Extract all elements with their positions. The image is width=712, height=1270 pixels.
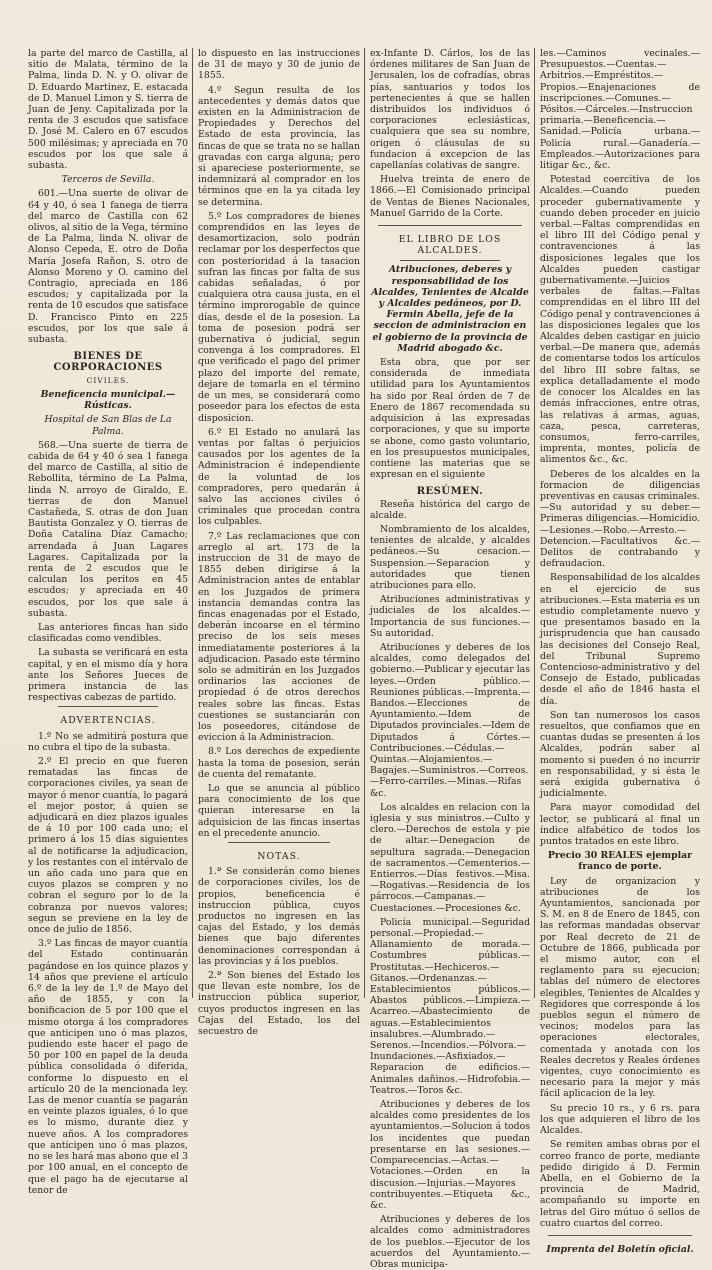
- paragraph: Se remiten ambas obras por el correo franco de porte, mediante pedido dirigido á D. Fermin Abella, en el Gobierno de la provincia de Madrid, acompañando su importe en letras del Giro mútuo ó sellos de cuatro cuartos del correo.: [540, 1139, 700, 1229]
- paragraph: lo dispuesto en las instrucciones de 31 de mayo y 30 de junio de 1855.: [198, 48, 360, 82]
- column-4: [540, 48, 700, 1255]
- paragraph: 7.º Las reclamaciones que con arreglo al art. 173 de la instruccion de 31 de mayo de 1855 deben dirigirse á la Administracion antes de entablar en los Juzgados de primera instancia demandas contra las fincas enagenadas por el Estado, deberán incoarse en el término preciso de los seis meses inmediatamente posteriores á la adjudicacion. Pasado este término solo se admitirán en los Juzgados ordinarios las acciones de propiedad ó de otros derechos reales sobre las fincas. Estas cuestiones se sustanciarán con los poseedores, citándose de eviccion á la Administracion.: [198, 530, 360, 744]
- paragraph: Atribuciones y deberes de los alcaldes, como delegados del gobierno.—Publicar y ejecutar las leyes.—Orden público.—Reuniones públicas.—Imprenta.—Bandos.—Elecciones de Ayuntamiento.—Idem de Diputados provinciales.—Idem de Diputados á Córtes.—Contribuciones.—Cédulas.—Quintas.—Alojamientos.—Bagajes.—Suministros.—Correos.—Ferro-carriles.—Minas.—Rifas &c.: [370, 641, 530, 799]
- paragraph: 2.ª Son bienes del Estado los que llevan este nombre, los de instruccion pública superior, cuyos productos ingresen en las Cajas del Estado, los del secuestro de: [198, 970, 360, 1038]
- paragraph: Atribuciones y deberes de los alcaldes como presidentes de los ayuntamientos.—Solucion á todos los incidentes que puedan presentarse en las sesiones.—Comparecencias.—Actas.—Votaciones.—Orden en la discusion.—Injurias.—Mayores contribuyentes.—Etiqueta &c., &c.: [370, 1099, 530, 1211]
- paragraph: 568.—Una suerte de tierra de cabida de 64 y 40 ó sea 1 fanega del marco de Castilla, al sitio de Rebollita, término de La Palma, linda N. arroyo de Giraldo, E. tierras de don Manuel Castañeda, S. otras de don Juan Bautista Gonzalez y O. tierras de Doña Catalina Díaz Camacho; arrendada á Juan Lagares Lagares. Capitalizada por la renta de 2 escudos que le calculan los peritos en 45 escudos; y apreciada en 40 escudos, por los que sale á subasta.: [28, 439, 188, 619]
- paragraph: la parte del marco de Castilla, al sitio de Malata, término de la Palma, linda D. N. y O. olivar de D. Eduardo Martinez, E. estacada de D. Manuel Limon y S. tierra de Juan de Jeny. Capitalizada por la renta de 3 escudos que satisface D. José M. Calero en 67 escudos 500 milésimas; y apreciada en 70 escudos por los que sale á subasta.: [28, 48, 188, 172]
- section-heading: NOTAS.: [257, 851, 301, 863]
- paragraph: 4.º Segun resulta de los antecedentes y demás datos que existen en la Administracion de Propiedades y Derechos del Estado de esta provincia, las fincas de que se trata no se hallan gravadas con carga alguna; pero si apareciese posteriormente, se indemnizará al comprador en los términos que en la ya citada ley se determina.: [198, 84, 360, 208]
- paragraph: Su precio 10 rs., y 6 rs. para los que adquieren el libro de los Alcaldes.: [540, 1102, 700, 1137]
- paragraph: Los alcaldes en relacion con la iglesia y sus ministros.—Culto y clero.—Derechos de estola y pie de altar.—Denegacion de sepultura sagrada.—Denegacion de sacramentos.—Cementerios.—Entierros.—Días festivos.—Misa.—Rogativas.—Residencia de los párrocos.—Campanas.—Cuestaciones.—Procesiones &c.: [370, 801, 530, 914]
- section-heading: ADVERTENCIAS.: [60, 715, 156, 727]
- section-heading: BIENES DE CORPORACIONES: [53, 351, 163, 374]
- paragraph: Lo que se anuncia al público para conocimiento de los que quieran interesarse en la adquisicion de las fincas insertas en el precedente anuncio.: [198, 783, 360, 839]
- paragraph: Potestad coercitiva de los Alcaldes.—Cuando pueden proceder gubernativamente y cuando deben proceder en juicio verbal.—Faltas comprendidas en el libro III del Código penal y contravenciones á las disposiciones legales que los Alcaldes pueden castigar gubernativamente.—Juicios verbales de faltas.—Faltas comprendidas en el libro III del Código penal y contravenciones á las disposiciones legales que los Alcaldes deben castigar en juicio verbal.—De manera que, además de comentarse todos los artículos del libro III sobre faltas, se explica detalladamente el modo de conocer los Alcaldes en las demás infracciones, entre otras, las relativas á armas, aguas, caza, pesca, carreteras, consumos, ferro-carriles, imprenta, montes, policía de alimentos &c., &c.: [540, 174, 700, 466]
- column-3: [370, 48, 530, 1270]
- section-heading: EL LIBRO DE LOS ALCALDES.: [398, 234, 502, 257]
- paragraph: Responsabilidad de los alcaldes en el ejercicio de sus atribuciones.—Esta materia es un estudio completamente nuevo y que presentamos basado en la jurisprudencia que han causado las decisiones del Consejo Real, del Tribunal Supremo Contencioso-administrativo y del Consejo de Estado, publicadas desde el año de 1846 hasta el día.: [540, 572, 700, 707]
- column-2: [198, 48, 360, 1038]
- divider: [548, 1235, 692, 1236]
- paragraph: 5.º Los compradores de bienes comprendidos en las leyes de desamortizacion, solo podrán reclamar por los desperfectos que con posterioridad á la tasacion sufran las fincas por falta de sus cabidas señaladas, ó por cualquiera otra causa justa, en el término improrogable de quince días, desde el de la posesion. La toma de posesion podrá ser gubernativa ó judicial, segun convenga á los compradores. El que verificado el pago del primer plazo del importe del remate, dejare de tomarla en el término de un mes, se considerará como poseedor para los efectos de esta disposicion.: [198, 210, 360, 424]
- paragraph: ex-Infante D. Cárlos, los de las órdenes militares de San Juan de Jerusalen, los de cofradías, obras pías, santuarios y todos los pertenecientes á que se hallen distribuidos los individuos ó corporaciones eclesiásticas, cualquiera que sea su nombre, origen ó cláusulas de su fundacion á excepcion de las capellanías colativas de sangre.: [370, 48, 530, 172]
- divider: [58, 706, 158, 707]
- paragraph: 1.º No se admitirá postura que no cubra el tipo de la subasta.: [28, 730, 188, 753]
- paragraph: 2.º El precio en que fueren rematadas las fincas de corporaciones civiles, ya sean de mayor ó menor cuantía, lo pagará el mejor postor, á quien se adjudicará en diez plazos iguales de á 10 por 100 cada uno; el primero á los 15 días siguientes al de notificarse la adjudicacion, y los restantes con el intérvalo de un año cada uno para que en cuyos plazos se compren y no cobran el seguro por lo de la cobranza por nuevos valores; segun se previene en la ley de once de julio de 1856.: [28, 755, 188, 936]
- paragraph: 6.º El Estado no anulará las ventas por faltas ó perjuicios causados por los agentes de la Administracion é independiente de la voluntad de los compradores, pero quedarán á salvo las acciones civiles ó criminales que procedan contra los culpables.: [198, 426, 360, 528]
- paragraph: Son tan numerosos los casos resueltos, que confiamos que en cuantas dudas se presenten á los Alcaldes, podrán saber al momento si pueden ó no incurrir en responsabilidad, y si ésta le será exigida gubernativa ó judicialmente.: [540, 709, 700, 800]
- paragraph: les.—Caminos vecinales.—Presupuestos.—Cuentas.—Arbitrios.—Empréstitos.—Propios.—Enajenaciones de inscripciones.—Comunes.—Pósitos.—Cárceles.—Instruccion primaria.—Beneficencia.—Sanidad.—Policía urbana.—Policía rural.—Ganadería.—Empleados.—Autorizaciones para litigar &c., &c.: [540, 48, 700, 172]
- column-divider: [364, 48, 365, 998]
- section-subheading: CIVILES.: [86, 375, 130, 385]
- subheading: Beneficencia municipal.—Rústicas.: [40, 388, 176, 412]
- paragraph: Huelva treinta de enero de 1866.—El Comisionado principal de Ventas de Bienes Nacionales, Manuel Garrido de la Corte.: [370, 174, 530, 219]
- paragraph: Esta obra, que por ser considerada de inmediata utilidad para los Ayuntamientos ha sido por Real órden de 7 de Enero de 1867 recomendada su adquisicion á las expresadas corporaciones, y que su importe se abone, como gasto voluntario, en los presupuestos municipales, contiene las materias que se expresan en el siguiente: [370, 357, 530, 481]
- printer-credit: Imprenta del Boletín oficial.: [546, 1243, 694, 1255]
- divider: [228, 842, 330, 843]
- paragraph: Ley de organizacion y atribuciones de los Ayuntamientos, sancionada por S. M. en 8 de Enero de 1845, con las reformas mandadas observar por Real decreto de 21 de Octubre de 1866, publicada por el mismo autor, con el reglamento para su ejecucion; tablas del número de electores elegibles, Tenientes de Alcaldes y Regidores que corresponde á los pueblos segun el número de vecinos; modelos para las operaciones electorales, comentada y anotada con los Reales decretos y Reales órdenes vigentes, cuyo conocimiento es necesario para la mejor y más fácil aplicacion de la ley.: [540, 875, 700, 1100]
- paragraph: Deberes de los alcaldes en la formacion de diligencias preventivas en causas criminales.—Su autoridad y su deber.—Primeras diligencias.—Homicidio.—Lesiones.—Robo.—Arresto.—Detencion.—Facultativos &c.—Delitos de contrabando y defraudacion.: [540, 468, 700, 570]
- paragraph: Atribuciones y deberes de los alcaldes como administradores de los pueblos.—Ejecutor de los acuerdos del Ayuntamiento.—Obras municipa-: [370, 1214, 530, 1270]
- paragraph: Policía municipal.—Seguridad personal.—Propiedad.—Allanamiento de morada.—Costumbres públicas.—Prostitutas.—Hechiceros.—Gitanos.—Ordenanzas.—Establecimientos públicos.—Abastos públicos.—Limpieza.—Acarreo.—Abastecimiento de aguas.—Establecimientos insalubres.—Alumbrado.—Serenos.—Incendios.—Pólvora.—Inundaciones.—Asfixiados.—Reparacion de edificios.—Animales dañinos.—Hidrofobia.—Teatros.—Toros &c.: [370, 916, 530, 1096]
- paragraph: Atribuciones administrativas y judiciales de los alcaldes.—Importancia de sus funciones.—Su autoridad.: [370, 594, 530, 639]
- divider: [400, 260, 500, 261]
- column-1: [28, 48, 188, 1196]
- paragraph: 601.—Una suerte de olivar de 64 y 40, ó sea 1 fanega de tierra del marco de Castilla con 62 olivos, al sitio de la Vega, término de La Palma, linda N. olivar de Alonso Cepeda, E. otro de Doña María Josefa Rañon, S. otro de Alonso Moreno y O. camino del Contragio, apreciada en 186 escudos; y capitalizada por la renta de 10 escudos que satisface D. Francisco Pinto en 225 escudos, por los que sale á subasta.: [28, 188, 188, 346]
- subheading: Terceros de Sevilla.: [61, 174, 155, 186]
- paragraph: 3.º Las fincas de mayor cuantía del Estado continuarán pagándose en los quince plazos y 14 años que previene el artículo 6.º de la ley de 1.º de Mayo del año de 1855, y con la bonificacion de 5 por 100 que el mismo otorga á los compradores que anticipen uno ó mas plazos, pudiendo este hacer el pago de 50 por 100 en papel de la deuda pública consolidada ó diferida, conforme lo dispuesto en el artículo 20 de la mencionada ley. Las de menor cuantía se pagarán en veinte plazos iguales, ó lo que es lo mismo, durante diez y nueve años. A los compradores que anticipen uno ó mas plazos, no se les hará mas abono que el 3 por 100 anual, en el concepto de que el pago ha de ejecutarse al tenor de: [28, 938, 188, 1196]
- price-line: Precio 30 REALES ejemplar franco de porte.: [547, 850, 693, 873]
- paragraph: 1.ª Se considerán como bienes de corporaciones civiles, los de propios, beneficencia é instruccion pública, cuyos productos no ingresen en las cajas del Estado, y los demás bienes que bajo diferentes denominaciones correspondan á las provincias y á los pueblos.: [198, 866, 360, 967]
- divider: [378, 225, 522, 226]
- column-divider: [534, 48, 535, 998]
- paragraph: Para mayor comodidad del lector, se publicará al final un índice alfabético de todos los puntos tratados en este libro.: [540, 802, 700, 848]
- column-divider: [192, 48, 193, 998]
- paragraph: Reseña histórica del cargo de alcalde.: [370, 498, 530, 521]
- paragraph: Nombramiento de los alcaldes, tenientes de alcalde, y alcaldes pedáneos.—Su cesacion.—Suspension.—Separacion y autoridades que tienen atribuciones para ello.: [370, 523, 530, 591]
- paragraph: La subasta se verificará en esta capital, y en el mismo día y hora ante los Señores Jueces de primera instancia de las respectivas cabezas de partido.: [28, 647, 188, 704]
- paragraph: 8.º Los derechos de expediente hasta la toma de posesion, serán de cuenta del rematante.: [198, 746, 360, 780]
- paragraph: Las anteriores fincas han sido clasificadas como vendibles.: [28, 621, 188, 645]
- book-subtitle: Atribuciones, deberes y responsabilidad de los Alcaldes, Tenientes de Alcalde y Alcaldes pedáneos, por D. Fermin Abella, jefe de la seccion de administracion en el gobierno de la provincia de Madrid abogado &c.: [371, 264, 529, 354]
- section-heading: RESÚMEN.: [416, 486, 484, 498]
- subheading: Hospital de San Blas de La Palma.: [44, 414, 172, 437]
